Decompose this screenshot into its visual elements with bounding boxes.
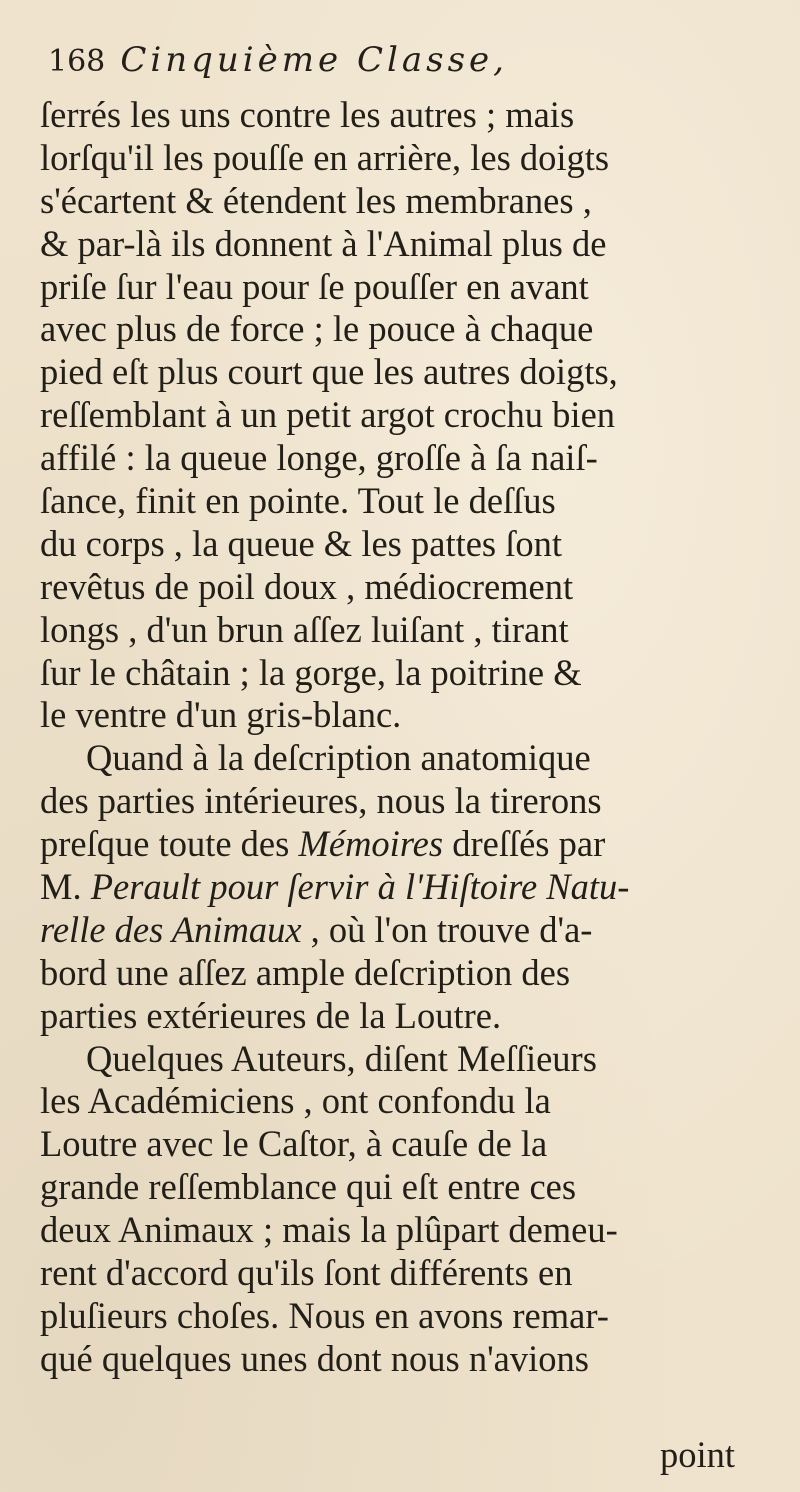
text-line: le ventre d'un gris-blanc. [40, 694, 402, 736]
text-line: des parties intérieures, nous la tirerons [40, 780, 602, 822]
text-line: deux Animaux ; mais la plûpart demeu- [40, 1209, 618, 1251]
paragraph-start-line: Quand à la deſcription anatomique [86, 737, 591, 779]
text-line: grande reſſemblance qui eſt entre ces [40, 1166, 577, 1208]
text-line: reſſemblant à un petit argot crochu bien [40, 394, 616, 436]
text-segment: , où l'on trouve d'a- [301, 908, 593, 950]
italic-title: Perault pour ſervir à l'Hiſtoire Natu- [90, 866, 630, 908]
text-line: pied eſt plus court que les autres doigts, [40, 351, 618, 393]
text-line: revêtus de poil doux , médiocrement [40, 565, 574, 607]
catchword: point [660, 1434, 736, 1475]
text-line: pluſieurs choſes. Nous en avons remar- [40, 1294, 609, 1336]
text-line [40, 823, 782, 866]
text-line: rent d'accord qu'ils ſont différents en [40, 1252, 573, 1294]
text-line: bord une aſſez ample deſcription des [40, 951, 571, 993]
text-line: Loutre avec le Caſtor, à cauſe de la [40, 1123, 548, 1165]
text-line: qué quelques unes dont nous n'avions [40, 1337, 589, 1379]
page-header [48, 40, 788, 92]
text-line: ſur le châtain ; la gorge, la poitrine & [40, 651, 582, 693]
italic-title: Mémoires [298, 823, 444, 865]
text-line: ſerrés les uns contre les autres ; mais [40, 94, 575, 135]
text-line [40, 909, 782, 952]
italic-title: relle des Animaux [40, 908, 302, 950]
text-line: affilé : la queue longe, groſſe à ſa naiſ- [40, 437, 598, 479]
text-line: avec plus de force ; le pouce à chaque [40, 308, 594, 350]
text-line: longs , d'un brun aſſez luiſant , tirant [40, 608, 569, 650]
text-segment: preſque toute des [40, 823, 299, 865]
text-line: les Académiciens , ont confondu la [40, 1080, 551, 1122]
text-line: parties extérieures de la Loutre. [40, 994, 502, 1036]
text-line: ſance, finit en pointe. Tout le deſſus [40, 480, 556, 522]
text-line: lorſqu'il les pouſſe en arrière, les doigts [40, 136, 610, 178]
page-number: 168 [48, 44, 106, 79]
text-line: s'écartent & étendent les membranes , [40, 179, 592, 221]
text-line: priſe ſur l'eau pour ſe pouſſer en avant [40, 265, 589, 307]
text-line [40, 866, 782, 909]
body-text [40, 94, 782, 1381]
running-head: Cinquième Classe, [120, 40, 508, 80]
text-segment: M. [40, 866, 91, 908]
text-segment: dreſſés par [443, 823, 606, 865]
text-line: du corps , la queue & les pattes ſont [40, 522, 563, 564]
text-line: & par-là ils donnent à l'Animal plus de [40, 222, 607, 264]
paragraph-start-line: Quelques Auteurs, diſent Meſſieurs [86, 1037, 597, 1079]
